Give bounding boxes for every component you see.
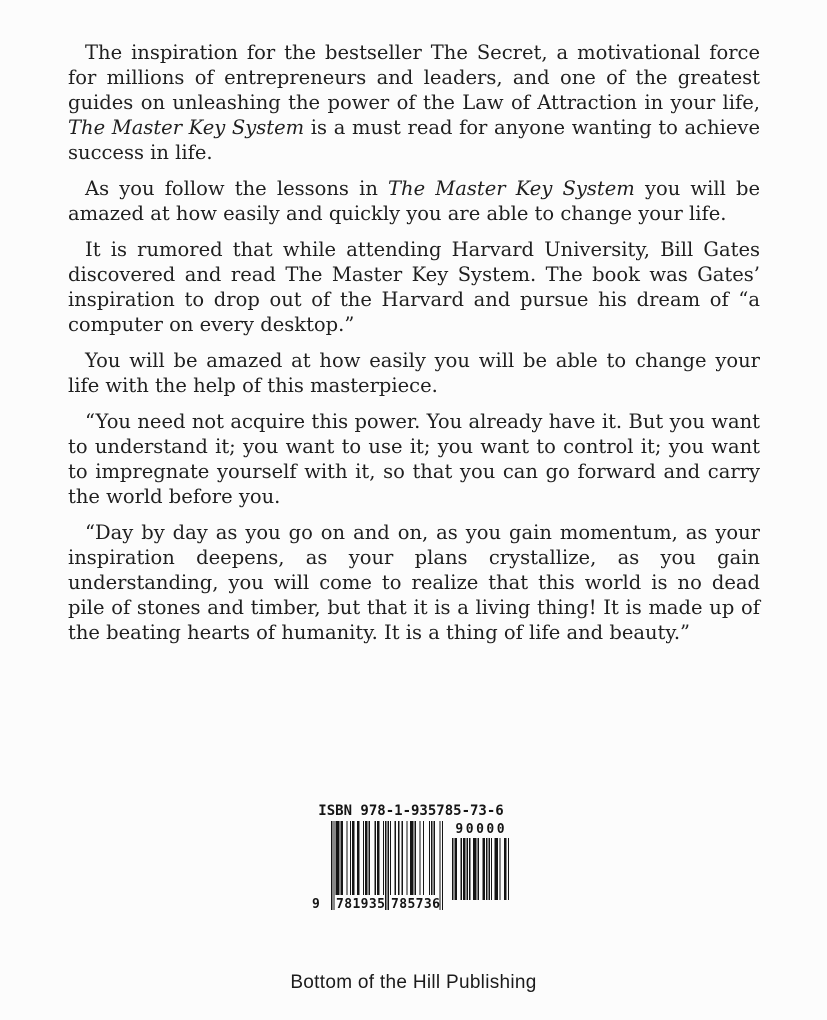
paragraph-5 bbox=[68, 409, 760, 509]
text-segment: “You need not acquire this power. You already have it. But you want to understand it; you want to use it; you want to control it; you want to impregnate yourself with it, so that you can go forward and carry the world before you. bbox=[68, 410, 760, 508]
book-title-italic: The Master Key System bbox=[388, 177, 635, 200]
ean13-digits-left: 781935 bbox=[336, 897, 386, 912]
text-segment: “Day by day as you go on and on, as you gain momentum, as your inspiration deepens, as your plans crystallize, as you gain understanding, you will come to realize that this world is no dead pile of stones and timber, but that it is a living thing! It is made up of the beating hearts of humanity. It is a thing of life and beauty.” bbox=[68, 521, 760, 644]
paragraph-2 bbox=[68, 176, 760, 226]
ean13-digit-first: 9 bbox=[312, 897, 321, 912]
ean5-supplement bbox=[451, 822, 509, 900]
isbn-barcode bbox=[312, 803, 510, 917]
text-segment: You will be amazed at how easily you will be able to change your life with the help of this masterpiece. bbox=[68, 349, 760, 397]
book-title-italic: The Master Key System bbox=[68, 116, 305, 139]
supplement-number: 90000 bbox=[455, 822, 508, 837]
paragraph-4 bbox=[68, 348, 760, 398]
ean5-barcode-bars bbox=[451, 838, 509, 900]
text-segment: As you follow the lessons in bbox=[85, 177, 389, 200]
paragraph-1 bbox=[68, 40, 760, 165]
text-segment: you will be amazed at how easily and quickly you are able to change your life. bbox=[68, 177, 760, 225]
paragraph-6 bbox=[68, 520, 760, 645]
ean13-digits-right: 785736 bbox=[391, 897, 441, 912]
text-segment: is a must read for anyone wanting to achieve success in life. bbox=[68, 116, 760, 164]
text-segment: It is rumored that while attending Harvard University, Bill Gates discovered and read The Master Key System. The book was Gates’ inspiration to drop out of the Harvard and pursue his dream of “a computer on every desktop.” bbox=[68, 238, 760, 336]
publisher-name: Bottom of the Hill Publishing bbox=[290, 972, 537, 993]
isbn-number-label: ISBN 978-1-935785-73-6 bbox=[318, 803, 504, 819]
text-segment: The inspiration for the bestseller The Secret, a motivational force for millions of entrepreneurs and leaders, and one of the greatest guides on unleashing the power of the Law of Attraction in your life, bbox=[68, 41, 760, 114]
paragraph-3 bbox=[68, 237, 760, 337]
back-cover-text bbox=[68, 40, 760, 656]
